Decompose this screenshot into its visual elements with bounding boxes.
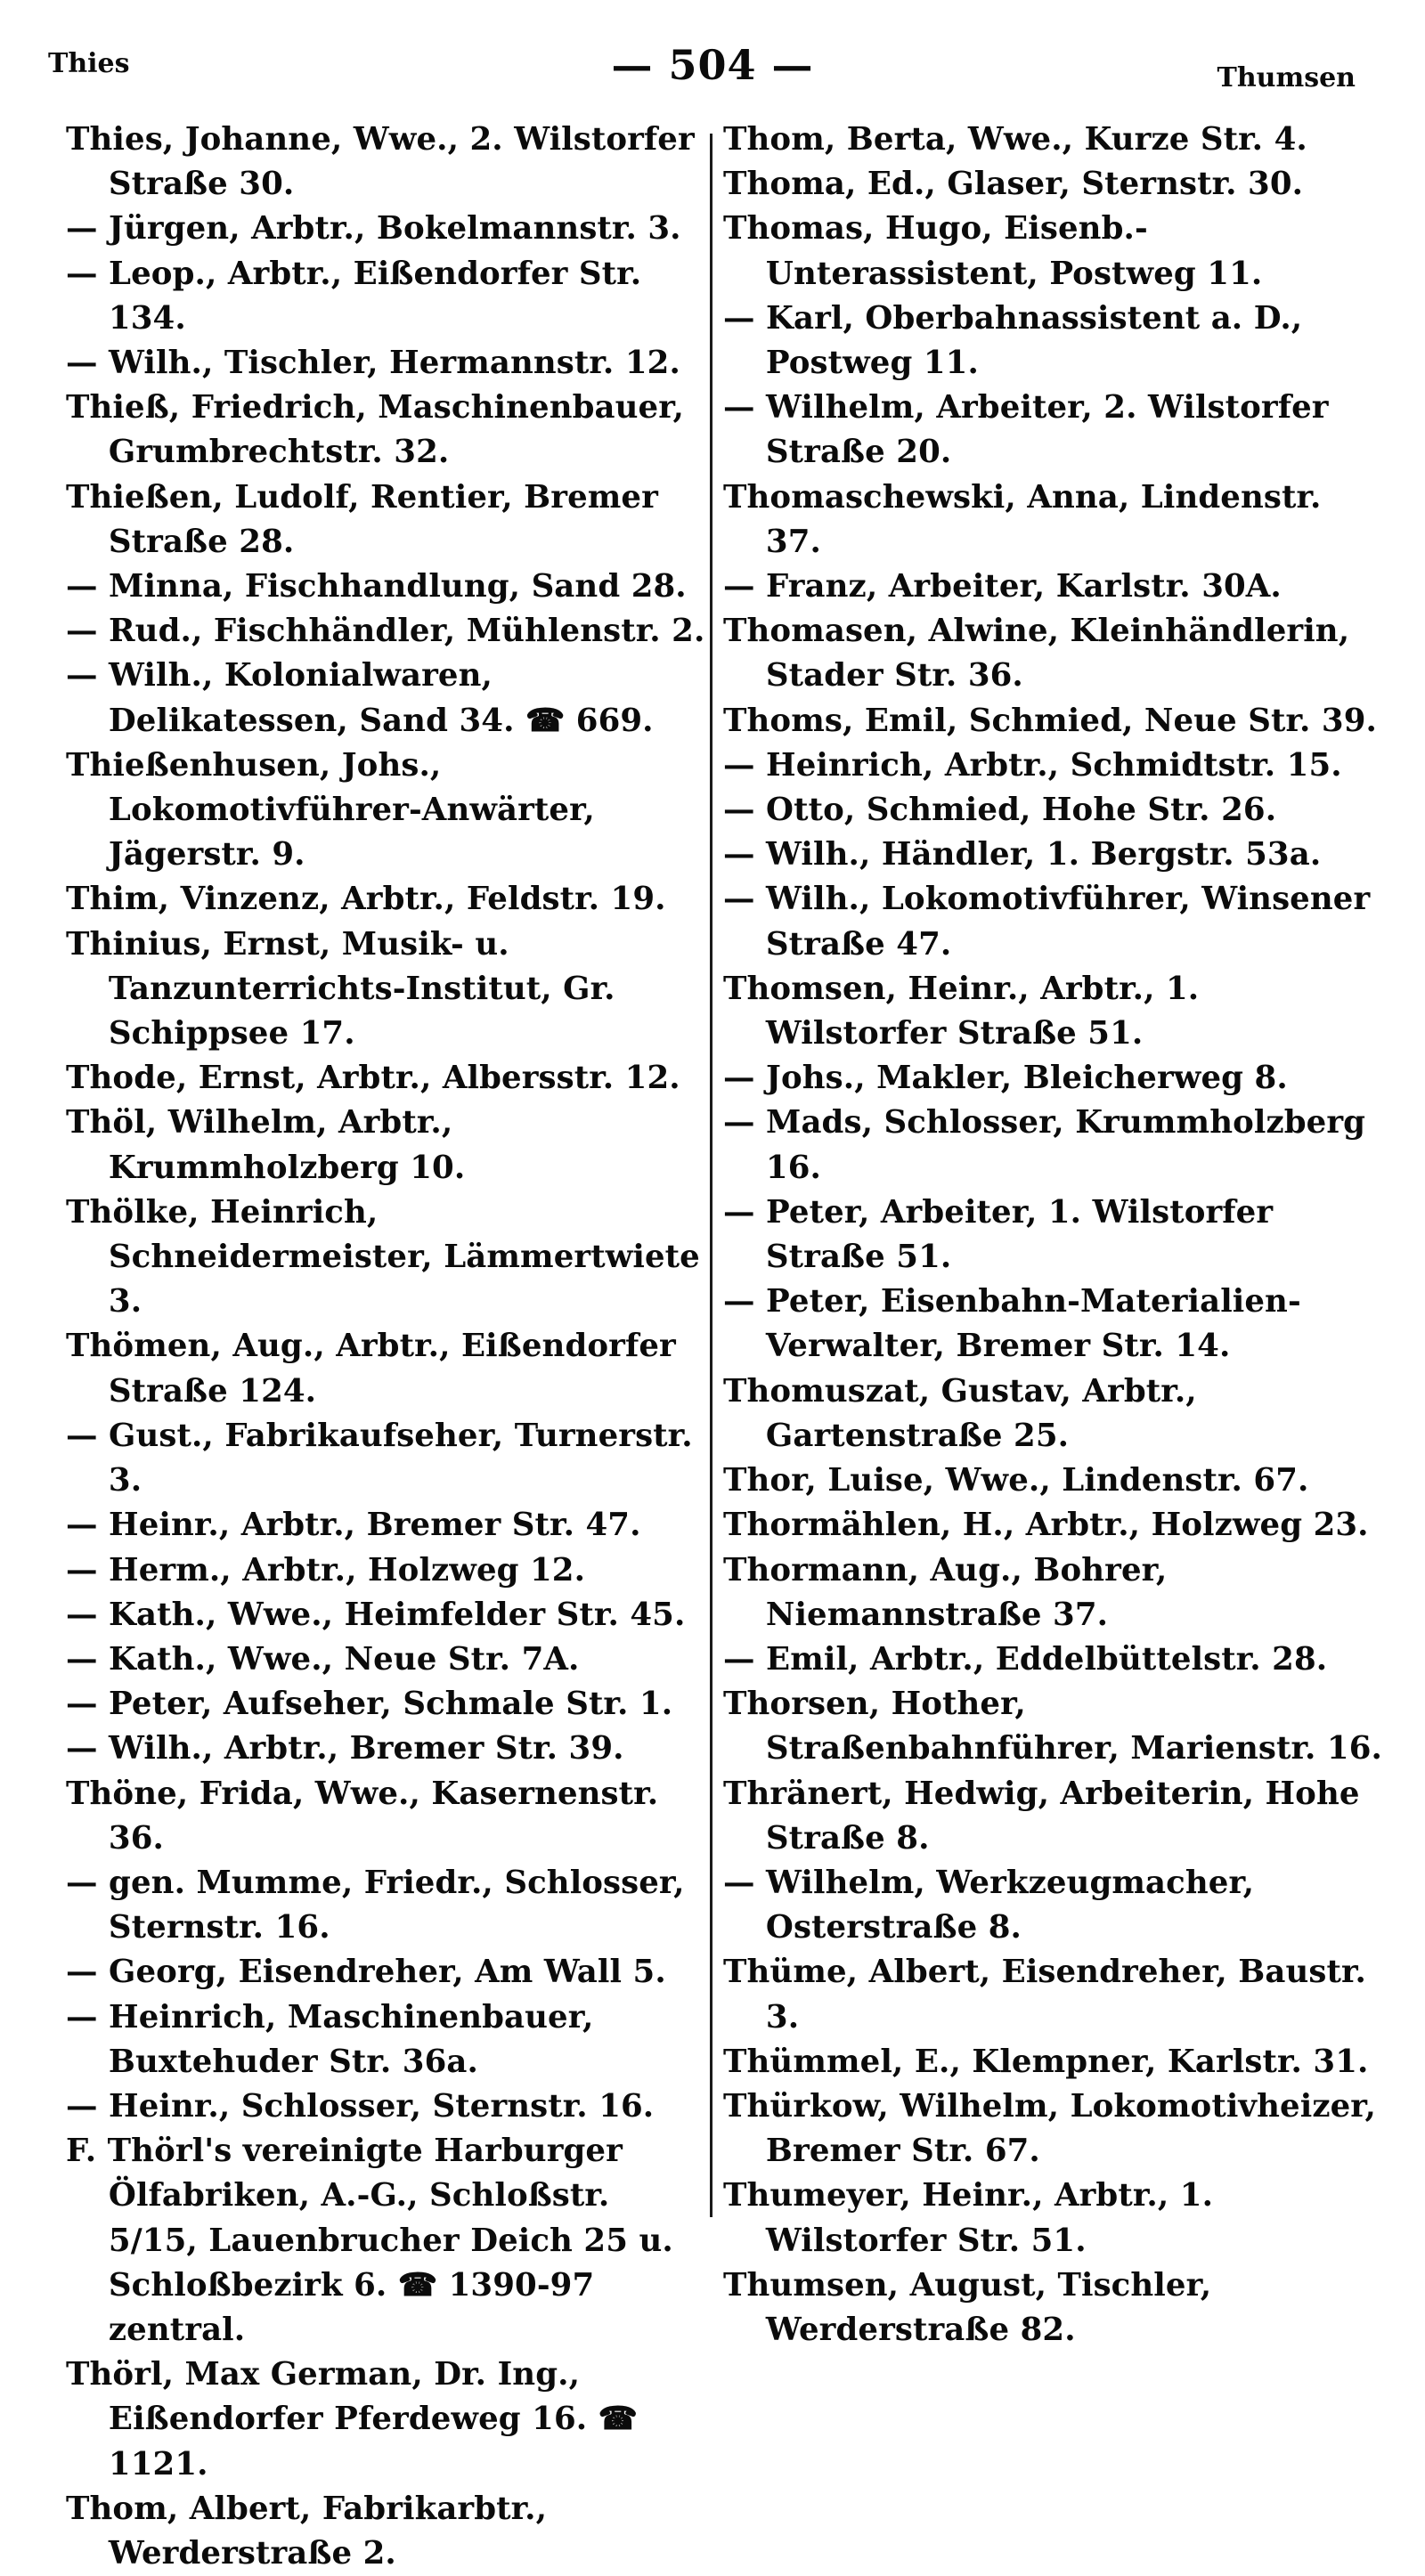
directory-entry: Thinius, Ernst, Musik- u. Tanzunterrichts-Institut, Gr. Schippsee 17. — [66, 925, 615, 1052]
directory-entry: Thormann, Aug., Bohrer, Niemannstraße 37. — [723, 1551, 1168, 1633]
directory-entry: Thormählen, H., Arbtr., Holzweg 23. — [723, 1507, 1369, 1544]
directory-entry: — Georg, Eisendreher, Am Wall 5. — [66, 1954, 666, 1991]
directory-entry: — Herm., Arbtr., Holzweg 12. — [66, 1551, 586, 1589]
directory-entry: — Peter, Eisenbahn-Materialien-Verwalter, Bremer Str. 14. — [723, 1283, 1301, 1365]
directory-entry: — Heinr., Schlosser, Sternstr. 16. — [66, 2087, 655, 2125]
directory-entry: — Peter, Arbeiter, 1. Wilstorfer Straße 51. — [723, 1193, 1274, 1276]
page-number: — 504 — — [611, 41, 814, 89]
directory-entry: — Wilhelm, Arbeiter, 2. Wilstorfer Straße 20. — [723, 389, 1329, 471]
directory-entry: Thorsen, Hother, Straßenbahnführer, Marienstr. 16. — [723, 1686, 1382, 1767]
directory-entry: — Franz, Arbeiter, Karlstr. 30A. — [723, 568, 1282, 605]
directory-entry: Thomsen, Heinr., Arbtr., 1. Wilstorfer Straße 51. — [723, 970, 1200, 1052]
column-divider — [710, 134, 712, 2217]
directory-entry: Thömen, Aug., Arbtr., Eißendorfer Straße 124. — [66, 1328, 676, 1410]
directory-entry: Thränert, Hedwig, Arbeiterin, Hohe Straße 8. — [723, 1775, 1360, 1857]
directory-entry: — Wilhelm, Werkzeugmacher, Osterstraße 8. — [723, 1864, 1255, 1946]
directory-entry: — Minna, Fischhandlung, Sand 28. — [66, 568, 687, 605]
running-head — [0, 30, 1425, 102]
directory-entry: Thoma, Ed., Glaser, Sternstr. 30. — [723, 166, 1304, 203]
directory-entry: Thor, Luise, Wwe., Lindenstr. 67. — [723, 1462, 1309, 1499]
directory-entry: Thomas, Hugo, Eisenb.-Unterassistent, Postweg 11. — [723, 210, 1263, 292]
directory-entry: Thom, Albert, Fabrikarbtr., Werderstraße 2. — [66, 2490, 548, 2572]
directory-entry: — Wilh., Lokomotivführer, Winsener Straße 47. — [723, 881, 1371, 963]
directory-entry: — Mads, Schlosser, Krummholzberg 16. — [723, 1104, 1366, 1186]
directory-entry: Thüme, Albert, Eisendreher, Baustr. 3. — [723, 1954, 1366, 2036]
directory-entry: — Rud., Fischhändler, Mühlenstr. 2. — [66, 613, 705, 650]
directory-entry: — Wilh., Händler, 1. Bergstr. 53a. — [723, 836, 1322, 874]
directory-entry: Thom, Berta, Wwe., Kurze Str. 4. — [723, 121, 1307, 158]
directory-entry: — Wilh., Arbtr., Bremer Str. 39. — [66, 1730, 624, 1767]
directory-entry: Thomasen, Alwine, Kleinhändlerin, Stader Str. 36. — [723, 613, 1350, 695]
directory-entry: Thümmel, E., Klempner, Karlstr. 31. — [723, 2043, 1369, 2080]
directory-entry: Thießenhusen, Johs., Lokomotivführer-Anwärter, Jägerstr. 9. — [66, 746, 595, 874]
directory-entry: — gen. Mumme, Friedr., Schlosser, Sternstr. 16. — [66, 1864, 685, 1946]
directory-entry: — Karl, Oberbahnassistent a. D., Postweg 11. — [723, 299, 1303, 382]
directory-entry: — Wilh., Tischler, Hermannstr. 12. — [66, 345, 680, 382]
directory-entry: — Kath., Wwe., Neue Str. 7A. — [66, 1640, 580, 1678]
directory-entry: Thies, Johanne, Wwe., 2. Wilstorfer Straße 30. — [66, 121, 695, 203]
directory-entry: — Wilh., Kolonialwaren, Delikatessen, Sand 34. ☎ 669. — [66, 657, 654, 739]
directory-entry: — Heinr., Arbtr., Bremer Str. 47. — [66, 1507, 641, 1544]
directory-entry: Thim, Vinzenz, Arbtr., Feldstr. 19. — [66, 881, 666, 918]
directory-entry: F. Thörl's vereinigte Harburger Ölfabriken, A.-G., Schloßstr. 5/15, Lauenbrucher Deich 25 u. Schloßbezirk 6. ☎ 1390-97 zentral. — [66, 2133, 673, 2348]
directory-entry: — Gust., Fabrikaufseher, Turnerstr. 3. — [66, 1417, 693, 1499]
directory-entry: — Peter, Aufseher, Schmale Str. 1. — [66, 1686, 673, 1723]
directory-entry: — Otto, Schmied, Hohe Str. 26. — [723, 792, 1277, 829]
directory-entry: Thürkow, Wilhelm, Lokomotivheizer, Bremer Str. 67. — [723, 2087, 1376, 2170]
directory-entry: Thode, Ernst, Arbtr., Albersstr. 12. — [66, 1060, 680, 1097]
directory-entry: — Jürgen, Arbtr., Bokelmannstr. 3. — [66, 210, 681, 248]
left-column — [66, 118, 707, 2572]
directory-entry: Thöl, Wilhelm, Arbtr., Krummholzberg 10. — [66, 1104, 466, 1186]
directory-entry: — Johs., Makler, Bleicherweg 8. — [723, 1060, 1288, 1097]
directory-entry: Thumeyer, Heinr., Arbtr., 1. Wilstorfer Str. 51. — [723, 2177, 1214, 2259]
directory-entry: Thörl, Max German, Dr. Ing., Eißendorfer Pferdeweg 16. ☎ 1121. — [66, 2356, 638, 2483]
directory-entry: — Heinrich, Maschinenbauer, Buxtehuder Str. 36a. — [66, 1998, 594, 2080]
directory-entry: — Kath., Wwe., Heimfelder Str. 45. — [66, 1596, 686, 1633]
right-column — [723, 118, 1382, 2348]
directory-entry: Thomaschewski, Anna, Lindenstr. 37. — [723, 478, 1322, 560]
directory-entry: Thomuszat, Gustav, Arbtr., Gartenstraße 25. — [723, 1372, 1197, 1454]
directory-entry: Thölke, Heinrich, Schneidermeister, Lämmertwiete 3. — [66, 1193, 700, 1321]
left-catchword: Thies — [48, 48, 130, 79]
directory-entry: — Emil, Arbtr., Eddelbüttelstr. 28. — [723, 1640, 1328, 1678]
directory-entry: Thießen, Ludolf, Rentier, Bremer Straße 28. — [66, 478, 658, 560]
directory-entry: — Heinrich, Arbtr., Schmidtstr. 15. — [723, 746, 1342, 784]
right-catchword: Thumsen — [1217, 62, 1356, 93]
directory-entry: — Leop., Arbtr., Eißendorfer Str. 134. — [66, 255, 642, 337]
directory-entry: Thöne, Frida, Wwe., Kasernenstr. 36. — [66, 1775, 659, 1857]
directory-entry: Thoms, Emil, Schmied, Neue Str. 39. — [723, 702, 1377, 739]
directory-entry: Thieß, Friedrich, Maschinenbauer, Grumbrechtstr. 32. — [66, 389, 684, 471]
directory-entry: Thumsen, August, Tischler, Werderstraße 82. — [723, 2266, 1212, 2348]
